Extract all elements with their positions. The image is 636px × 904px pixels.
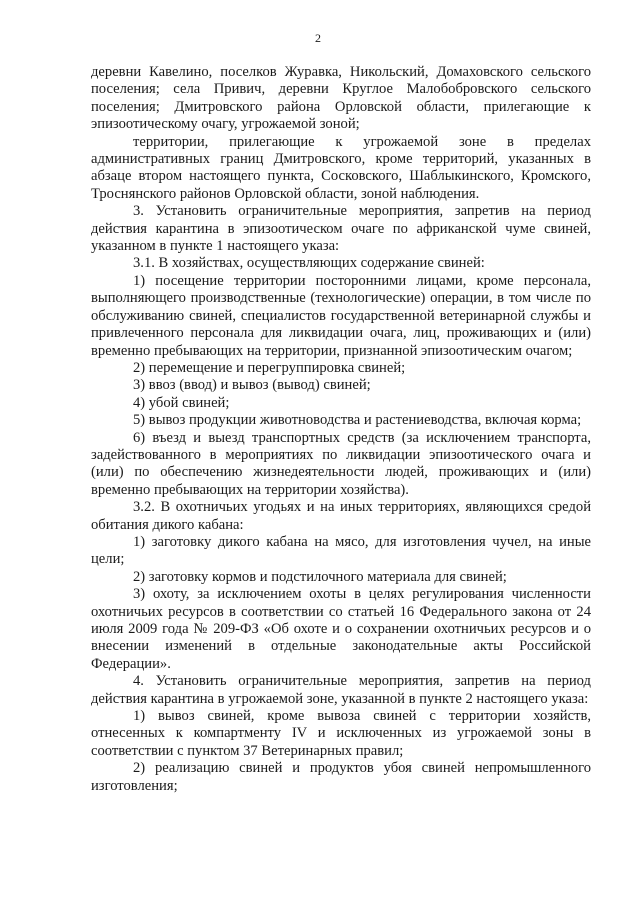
paragraph-3-1-sub-2: 2) перемещение и перегруппировка свиней;: [133, 359, 406, 376]
paragraph-4-sub-2: 2) реализацию свиней и продуктов убоя свиней непромышленного изготовления;: [91, 760, 591, 794]
document-body: [91, 64, 591, 795]
paragraph-3-2-sub-3: 3) охоту, за исключением охоты в целях регулирования численности охотничьих ресурсов в соответствии со статьей 16 Федерального закона от 24 июля 2009 года № 209-ФЗ «Об охоте и о сохранении охотничьих ресурсов и о внесении изменений в отдельные законодательные акты Российской Федерации».: [91, 586, 591, 672]
paragraph-4-sub-1: 1) вывоз свиней, кроме вывоза свиней с территории хозяйств, отнесенных к компартменту IV и исключенных из угрожаемой зоны в соответствии с пунктом 37 Ветеринарных правил;: [91, 708, 591, 759]
paragraph-3-1-sub-5: 5) вывоз продукции животноводства и растениеводства, включая корма;: [133, 412, 582, 429]
paragraph-3-2-sub-1: 1) заготовку дикого кабана на мясо, для изготовления чучел, на иные цели;: [91, 533, 591, 568]
paragraph-3-1-sub-6: 6) въезд и выезд транспортных средств (за исключением транспорта, задействованного в мероприятиях по ликвидации эпизоотического очага и (или) по обеспечению жизнедеятельности людей, проживающих и (или) временно пребывающих на территории хозяйства).: [91, 429, 591, 498]
paragraph-observation-zone: территории, прилегающие к угрожаемой зоне в пределах административных границ Дмитровского, кроме территорий, указанных в абзаце втором настоящего пункта, Сосковского, Шаблыкинского, Кромского, Троснянского районов Орловской области, зоной наблюдения.: [91, 133, 591, 202]
paragraph-item-3: 3. Установить ограничительные мероприятия, запретив на период действия карантина в эпизоотическом очаге по африканской чуме свиней, указанном в пункте 1 настоящего указа:: [91, 203, 591, 255]
paragraph-continuation: деревни Кавелино, поселков Журавка, Никольский, Домаховского сельского поселения; села Привич, деревни Круглое Малобобровского сельского поселения; Дмитровского района Орловской области, прилегающие к эпизоотическому очагу, угрожаемой зоной;: [91, 64, 591, 133]
paragraph-3-1-sub-1: 1) посещение территории посторонними лицами, кроме персонала, выполняющего производственные (технологические) операции, в том числе по обслуживанию свиней, специалистов государственной ветеринарной службы и привлеченного персонала для ликвидации очага, лиц, проживающих и (или) временно пребывающих на территории, признанной эпизоотическим очагом;: [91, 272, 591, 359]
paragraph-item-4: 4. Установить ограничительные мероприятия, запретив на период действия карантина в угрожаемой зоне, указанной в пункте 2 настоящего указа:: [91, 673, 591, 707]
paragraph-item-3-1: 3.1. В хозяйствах, осуществляющих содержание свиней:: [133, 255, 485, 272]
paragraph-item-3-2: 3.2. В охотничьих угодьях и на иных территориях, являющихся средой обитания дикого кабана:: [91, 499, 591, 533]
paragraph-3-1-sub-3: 3) ввоз (ввод) и вывоз (вывод) свиней;: [133, 377, 371, 394]
paragraph-3-1-sub-4: 4) убой свиней;: [133, 394, 230, 411]
page-number: 2: [315, 31, 321, 45]
paragraph-3-2-sub-2: 2) заготовку кормов и подстилочного материала для свиней;: [133, 568, 507, 585]
